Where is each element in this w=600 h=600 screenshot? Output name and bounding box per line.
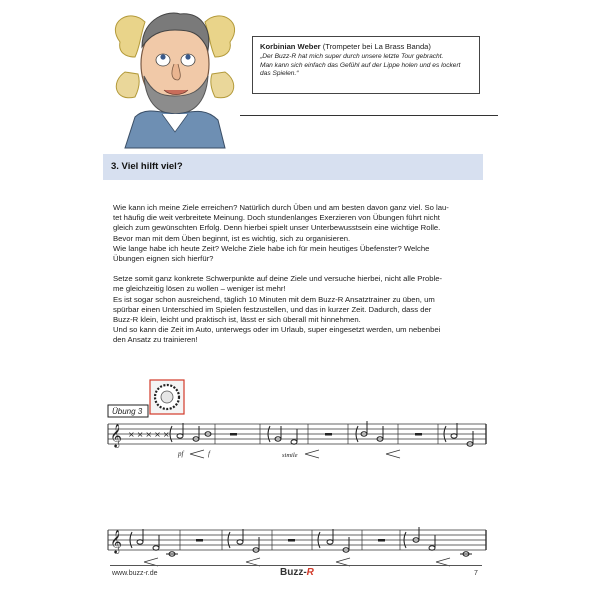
- quote-line: Man kann sich einfach das Gefühl auf der Lippe holen und es lockert: [260, 61, 461, 69]
- paragraph-line: Wie lange habe ich heute Zeit? Welche Ziele habe ich für mein heutiges Übefenster? Welche: [113, 243, 430, 253]
- exercise-label: Übung 3: [112, 407, 143, 416]
- dynamic-marking: simile: [282, 452, 298, 459]
- footer-url: www.buzz-r.de: [112, 570, 158, 577]
- paragraph-line: Wie kann ich meine Ziele erreichen? Natürlich durch Üben und am besten davon ganz viel. So lau-: [113, 203, 449, 212]
- x-noteheads: ×××××: [128, 430, 172, 439]
- divider-line: [240, 115, 498, 116]
- trumpeter-caricature-illustration: [100, 2, 250, 150]
- testimonial-name: Korbinian Weber: [260, 42, 321, 51]
- quote-line: „Der Buzz-R hat mich super durch unsere letzte Tour gebracht.: [260, 53, 444, 60]
- paragraph-line: Setze somit ganz konkrete Schwerpunkte auf deine Ziele und versuche hierbei, nicht alle Proble-: [113, 274, 443, 284]
- logo-text: Buzz-: [280, 567, 307, 578]
- section-title: 3. Viel hilft viel?: [111, 161, 183, 172]
- paragraph-line: spürbar einen Unterschied im Spielen festzustellen, und das in kurzer Zeit. Dadurch, dass der: [113, 304, 432, 314]
- buzz-r-logo: [280, 567, 314, 578]
- dynamic-marking: f: [208, 450, 210, 458]
- paragraph-line: me gleichzeitig lösen zu wollen – weniger ist mehr!: [113, 284, 286, 294]
- staff-1-notes: [170, 421, 473, 446]
- footer-divider: [110, 565, 482, 566]
- paragraph-line: gleich zum gewünschten Erfolg. Denn hierbei spielt unser Unterbewusstsein eine wichtige Rolle.: [113, 223, 441, 233]
- paragraph-line: tet häufig die weit verbreitete Meinung. Doch stundenlanges Exerzieren von Übungen führt nicht: [113, 213, 440, 223]
- page-number: 7: [474, 570, 478, 577]
- dynamic-marking: pf: [178, 450, 184, 458]
- paragraph-line: Bevor man mit dem Üben beginnt, ist es wichtig, sich zu organisieren.: [113, 233, 351, 243]
- paragraph-line: den Ansatz zu trainieren!: [113, 335, 198, 345]
- treble-clef-icon: 𝄞: [110, 423, 122, 447]
- logo-accent: R: [306, 567, 314, 578]
- paragraph-line: Es ist sogar schon ausreichend, täglich 10 Minuten mit dem Buzz-R Ansatztrainer zu üben, um: [113, 294, 435, 304]
- testimonial-role: (Trompeter bei La Brass Banda): [322, 42, 431, 51]
- treble-clef-icon: 𝄞: [110, 529, 122, 553]
- testimonial-quote: [260, 53, 472, 79]
- staff-2-notes: [130, 527, 472, 556]
- section-header: [103, 154, 483, 180]
- buzz-r-device-icon: [150, 380, 184, 414]
- paragraph-line: Buzz-R klein, leicht und praktisch ist, lässt er sich überall mit hinnehmen.: [113, 315, 361, 325]
- paragraph-line: Übungen eignen sich hierfür?: [113, 254, 214, 264]
- paragraph-line: Und so kann die Zeit im Auto, unterwegs oder im Urlaub, super eingesetzt werden, um nebenbei: [113, 325, 441, 335]
- body-text: [113, 203, 481, 346]
- testimonial-author: [260, 42, 472, 52]
- testimonial-box: [252, 36, 480, 94]
- sheet-music-exercise: [100, 378, 492, 590]
- quote-line: das Spielen.“: [260, 70, 299, 78]
